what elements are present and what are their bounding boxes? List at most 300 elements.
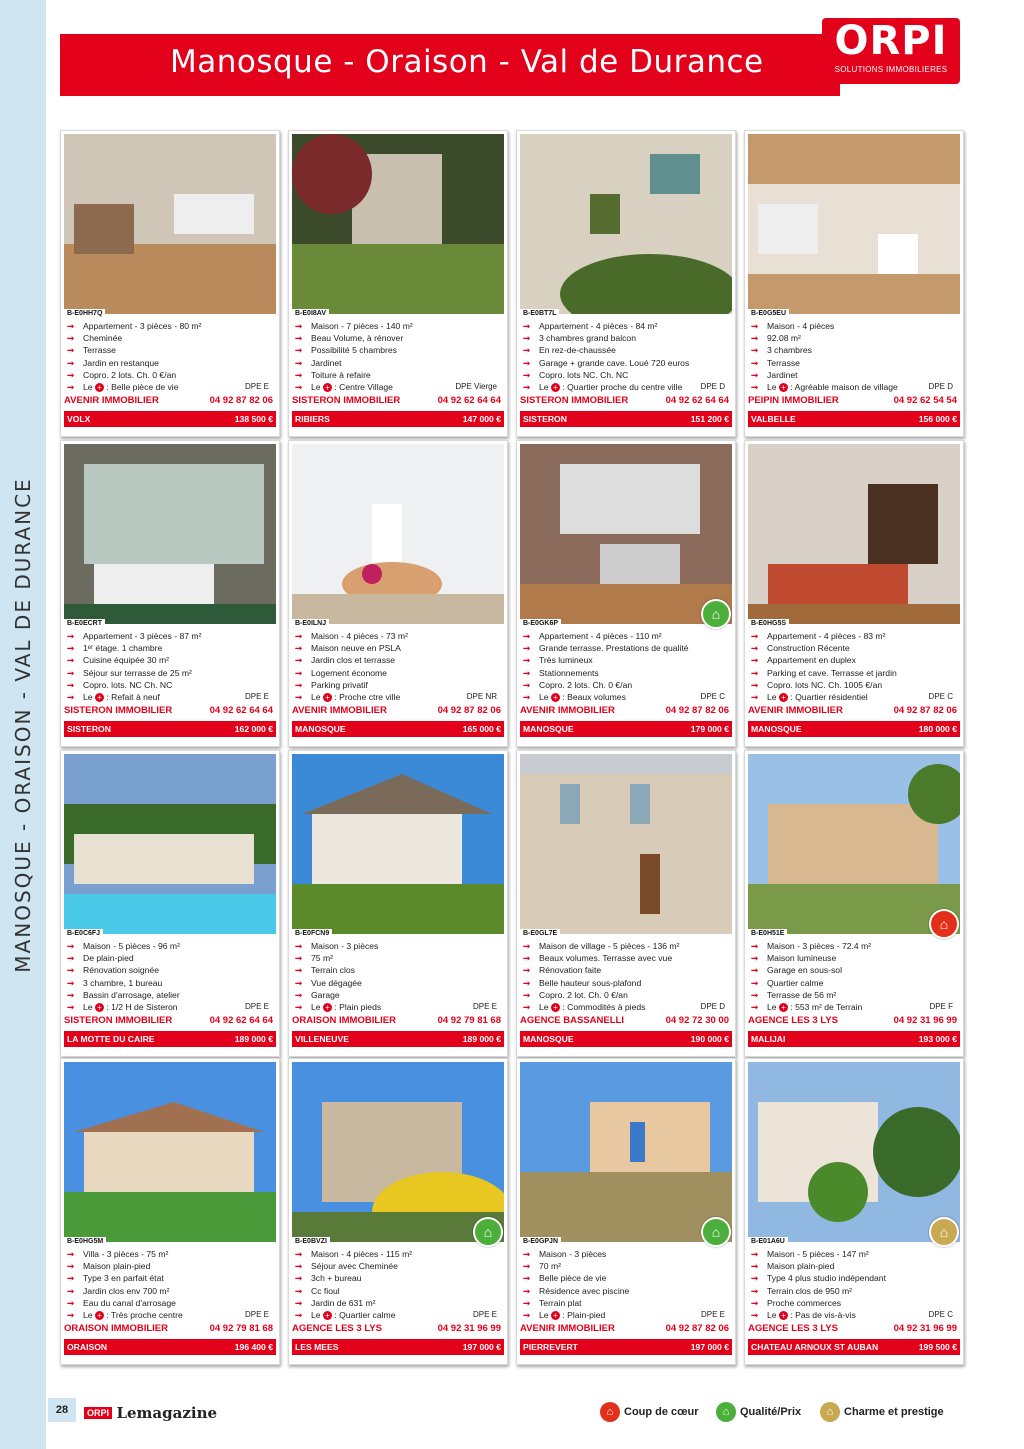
agency-phone: 04 92 62 64 64 [437, 395, 501, 406]
feature-item [751, 989, 957, 1001]
listing-ref: B-E0ILNJ [292, 619, 329, 628]
feature-item [67, 654, 273, 666]
arrow-icon: ➞ [295, 345, 303, 356]
listing-card[interactable] [744, 1058, 964, 1365]
listing-ref: B-E0GL7E [520, 929, 560, 938]
listing-card[interactable] [744, 130, 964, 437]
feature-text: Copro. lots NC. Ch. 1005 €/an [767, 679, 883, 690]
listing-card[interactable] [60, 440, 280, 747]
listing-card[interactable] [744, 440, 964, 747]
le-plus-item: ➞ Le + : Quartier calme DPE E [295, 1310, 497, 1321]
feature-item [751, 1272, 957, 1284]
arrow-icon: ➞ [295, 667, 303, 678]
feature-item [523, 1285, 729, 1297]
house-icon: ⌂ [820, 1402, 840, 1422]
agency-phone: 04 92 62 64 64 [209, 705, 273, 716]
feature-item [523, 630, 729, 642]
arrow-icon: ➞ [751, 357, 759, 368]
listing-card[interactable] [288, 440, 508, 747]
feature-item [295, 1272, 501, 1284]
listing-ref: B-E0BVZI [292, 1237, 330, 1246]
listing-card[interactable] [516, 750, 736, 1057]
listing-price: 196 400 € [234, 1342, 273, 1352]
feature-text: Parking et cave. Terrasse et jardin [767, 667, 897, 678]
feature-item [751, 964, 957, 976]
house-badge-icon: ⌂ [929, 1217, 959, 1247]
agency-line [292, 1015, 504, 1026]
le-plus-text: : Belle pièce de vie [103, 382, 179, 393]
feature-item [751, 952, 957, 964]
feature-item [67, 642, 273, 654]
feature-text: Jardinet [767, 369, 798, 380]
feature-text: Terrain plat [539, 1297, 582, 1308]
listing-photo [292, 134, 504, 314]
agency-name: AGENCE LES 3 LYS [748, 1015, 838, 1026]
listing-ref: B-E0I8AV [292, 309, 329, 318]
le-plus-text: : Quartier calme [331, 1310, 396, 1321]
listing-city: VALBELLE [751, 414, 796, 424]
agency-name: PEIPIN IMMOBILIER [748, 395, 839, 406]
feature-item [295, 654, 501, 666]
listing-card[interactable] [60, 1058, 280, 1365]
feature-text: Maison - 5 pièces - 96 m² [83, 941, 180, 951]
feature-text: Appartement - 4 pièces - 83 m² [767, 631, 886, 641]
arrow-icon: ➞ [295, 382, 303, 393]
plus-icon: + [779, 693, 788, 702]
feature-item [523, 952, 729, 964]
arrow-icon: ➞ [295, 1249, 303, 1259]
feature-text: Villa - 3 pièces - 75 m² [83, 1249, 169, 1259]
feature-item [751, 940, 957, 952]
price-bar [64, 721, 276, 737]
plus-icon: + [779, 1311, 788, 1320]
feature-item [523, 642, 729, 654]
agency-name: AVENIR IMMOBILIER [520, 1323, 615, 1334]
listing-price: 179 000 € [690, 724, 729, 734]
arrow-icon: ➞ [295, 1297, 303, 1308]
dpe-rating: DPE D [928, 382, 953, 392]
feature-item [523, 667, 729, 679]
agency-phone: 04 92 87 82 06 [893, 705, 957, 716]
features-list [751, 320, 957, 393]
arrow-icon: ➞ [523, 1273, 531, 1284]
listing-price: 147 000 € [462, 414, 501, 424]
feature-text: Construction Récente [767, 643, 850, 654]
feature-item [67, 320, 273, 332]
logo-tagline: SOLUTIONS IMMOBILIERES [834, 65, 948, 74]
price-bar [292, 1031, 504, 1047]
legend-label: Qualité/Prix [740, 1405, 802, 1418]
price-bar [292, 411, 504, 427]
arrow-icon: ➞ [523, 643, 531, 654]
arrow-icon: ➞ [523, 655, 531, 666]
feature-item [295, 1248, 501, 1260]
listing-city: VOLX [67, 414, 91, 424]
feature-text: Maison plain-pied [767, 1261, 835, 1272]
listing-photo [292, 754, 504, 934]
listing-city: ORAISON [67, 1342, 108, 1352]
arrow-icon: ➞ [67, 655, 75, 666]
feature-item [67, 332, 273, 344]
magazine-title: Lemagazine [116, 1404, 218, 1422]
feature-item [751, 369, 957, 381]
feature-item [67, 369, 273, 381]
feature-text: Beau Volume, à rénover [311, 333, 404, 344]
feature-text: Jardinet [311, 357, 342, 368]
arrow-icon: ➞ [67, 357, 75, 368]
arrow-icon: ➞ [295, 631, 303, 641]
le-plus-item: ➞ Le + : Quartier résidentiel DPE C [751, 692, 953, 703]
feature-item [295, 679, 501, 691]
feature-text: Copro. 2 lots. Ch. 0 €/an [83, 369, 177, 380]
feature-item [295, 1285, 501, 1297]
listing-price: 193 000 € [918, 1034, 957, 1044]
feature-item [523, 679, 729, 691]
feature-text: Résidence avec piscine [539, 1285, 630, 1296]
feature-item [523, 1248, 729, 1260]
le-plus-text: : Commodités à pieds [559, 1002, 646, 1013]
listing-price: 199 500 € [918, 1342, 957, 1352]
feature-text: En rez-de-chaussée [539, 345, 616, 356]
feature-item [751, 357, 957, 369]
agency-name: AVENIR IMMOBILIER [292, 705, 387, 716]
le-plus-text: : Quartier résidentiel [787, 692, 868, 703]
plus-icon: + [323, 1003, 332, 1012]
arrow-icon: ➞ [67, 977, 75, 988]
feature-text: Maison - 4 pièces [767, 321, 835, 331]
feature-text: Parking privatif [311, 679, 368, 690]
agency-phone: 04 92 62 64 64 [209, 1015, 273, 1026]
arrow-icon: ➞ [523, 382, 531, 393]
le-plus-text: : Quartier proche du centre ville [559, 382, 683, 393]
feature-item [751, 654, 957, 666]
listing-price: 197 000 € [462, 1342, 501, 1352]
agency-name: AGENCE LES 3 LYS [292, 1323, 382, 1334]
le-plus-text: : Très proche centre [103, 1310, 183, 1321]
feature-item [67, 1297, 273, 1309]
listing-city: CHATEAU ARNOUX ST AUBAN [751, 1342, 879, 1352]
feature-item [523, 357, 729, 369]
price-bar [520, 411, 732, 427]
dpe-rating: DPE E [700, 1310, 725, 1320]
feature-text: Appartement en duplex [767, 655, 856, 666]
listing-price: 197 000 € [690, 1342, 729, 1352]
le-plus-text: : Centre Village [331, 382, 393, 393]
feature-text: Grande terrasse. Prestations de qualité [539, 643, 689, 654]
arrow-icon: ➞ [751, 953, 759, 964]
le-plus-text: : Plain pieds [331, 1002, 382, 1013]
feature-text: Terrasse de 56 m² [767, 989, 837, 1000]
feature-item [295, 977, 501, 989]
feature-item [751, 1260, 957, 1272]
feature-text: Jardin clos env 700 m² [83, 1285, 170, 1296]
plus-icon: + [323, 1311, 332, 1320]
arrow-icon: ➞ [523, 1285, 531, 1296]
agency-name: AGENCE LES 3 LYS [748, 1323, 838, 1334]
arrow-icon: ➞ [751, 369, 759, 380]
arrow-icon: ➞ [751, 1310, 759, 1321]
arrow-icon: ➞ [295, 369, 303, 380]
feature-text: Maison lumineuse [767, 953, 837, 964]
dpe-rating: DPE C [700, 692, 725, 702]
listing-card[interactable] [516, 440, 736, 747]
feature-text: Jardin de 631 m² [311, 1297, 376, 1308]
feature-item [523, 654, 729, 666]
house-badge-icon: ⌂ [701, 1217, 731, 1247]
le-plus-text: : Refait à neuf [103, 692, 160, 703]
feature-text: Maison - 4 pièces - 115 m² [311, 1249, 413, 1259]
feature-text: Cuisine équipée 30 m² [83, 655, 169, 666]
arrow-icon: ➞ [523, 369, 531, 380]
feature-text: Terrasse [767, 357, 800, 368]
side-band [0, 0, 46, 1449]
arrow-icon: ➞ [67, 631, 75, 641]
feature-text: Logement économe [311, 667, 387, 678]
listing-city: VILLENEUVE [295, 1034, 349, 1044]
agency-line [64, 1323, 276, 1334]
agency-phone: 04 92 87 82 06 [665, 1323, 729, 1334]
listing-card[interactable] [288, 1058, 508, 1365]
price-bar [520, 1339, 732, 1355]
arrow-icon: ➞ [751, 692, 759, 703]
feature-item [295, 332, 501, 344]
feature-text: Maison plain-pied [83, 1261, 151, 1272]
listing-photo [520, 1062, 732, 1242]
feature-text: Copro. 2 lots. Ch. 0 €/an [539, 679, 633, 690]
arrow-icon: ➞ [295, 692, 303, 703]
listing-city: MANOSQUE [295, 724, 346, 734]
feature-item [295, 642, 501, 654]
side-title: MANOSQUE - ORAISON - VAL DE DURANCE [11, 477, 35, 973]
le-plus-item: ➞ Le + : Agréable maison de village DPE D [751, 382, 953, 393]
agency-line [520, 705, 732, 716]
agency-phone: 04 92 31 96 99 [893, 1323, 957, 1334]
dpe-rating: DPE F [929, 1002, 953, 1012]
le-plus-item: ➞ Le + : Beaux volumes DPE C [523, 692, 725, 703]
listing-price: 156 000 € [918, 414, 957, 424]
listing-card[interactable] [288, 750, 508, 1057]
arrow-icon: ➞ [523, 941, 531, 951]
feature-item [295, 1297, 501, 1309]
le-plus-text: : 553 m² de Terrain [787, 1002, 863, 1013]
listing-city: MANOSQUE [751, 724, 802, 734]
listing-price: 138 500 € [234, 414, 273, 424]
listing-price: 151 200 € [690, 414, 729, 424]
feature-item [523, 1272, 729, 1284]
arrow-icon: ➞ [67, 333, 75, 344]
price-bar [748, 1339, 960, 1355]
feature-text: Type 3 en parfait état [83, 1273, 164, 1284]
features-list [523, 630, 729, 703]
plus-icon: + [551, 1003, 560, 1012]
feature-text: Belle pièce de vie [539, 1273, 607, 1284]
arrow-icon: ➞ [751, 667, 759, 678]
arrow-icon: ➞ [67, 382, 75, 393]
le-plus-text: : Beaux volumes [559, 692, 626, 703]
listing-ref: B-E0HG5M [64, 1237, 106, 1246]
arrow-icon: ➞ [751, 965, 759, 976]
legend-charme-prestige [820, 1402, 944, 1422]
agency-name: SISTERON IMMOBILIER [292, 395, 401, 406]
feature-text: Type 4 plus studio indépendant [767, 1273, 886, 1284]
arrow-icon: ➞ [67, 643, 75, 654]
arrow-icon: ➞ [751, 345, 759, 356]
arrow-icon: ➞ [523, 692, 531, 703]
arrow-icon: ➞ [295, 1273, 303, 1284]
agency-phone: 04 92 87 82 06 [665, 705, 729, 716]
feature-text: Copro. lots. NC Ch. NC [83, 679, 173, 690]
agency-line [748, 1015, 960, 1026]
listing-photo [520, 444, 732, 624]
listing-city: LES MEES [295, 1342, 339, 1352]
agency-line [292, 395, 504, 406]
arrow-icon: ➞ [295, 977, 303, 988]
feature-item [67, 357, 273, 369]
feature-text: Belle hauteur sous-plafond [539, 977, 642, 988]
listing-card[interactable] [744, 750, 964, 1057]
agency-line [520, 1323, 732, 1334]
feature-text: 70 m² [539, 1261, 561, 1272]
arrow-icon: ➞ [295, 357, 303, 368]
price-bar [292, 1339, 504, 1355]
listing-photo [748, 134, 960, 314]
le-plus-text: : 1/2 H de Sisteron [103, 1002, 178, 1013]
listing-city: MANOSQUE [523, 1034, 574, 1044]
plus-icon: + [95, 1003, 104, 1012]
arrow-icon: ➞ [523, 1297, 531, 1308]
features-list [67, 940, 273, 1013]
house-badge-icon: ⌂ [929, 909, 959, 939]
features-list [751, 630, 957, 703]
arrow-icon: ➞ [67, 692, 75, 703]
listing-card[interactable] [288, 130, 508, 437]
agency-phone: 04 92 87 82 06 [437, 705, 501, 716]
agency-line [292, 705, 504, 716]
agency-name: SISTERON IMMOBILIER [520, 395, 629, 406]
logo-name: ORPI [834, 18, 948, 64]
listing-ref: B-E0GPJN [520, 1237, 561, 1246]
price-bar [748, 1031, 960, 1047]
feature-text: Garage [311, 989, 340, 1000]
feature-item [751, 1297, 957, 1309]
legend-qualite-prix [716, 1402, 801, 1422]
arrow-icon: ➞ [523, 953, 531, 964]
le-plus-text: : Pas de vis-à-vis [787, 1310, 856, 1321]
plus-icon: + [323, 383, 332, 392]
feature-text: Beaux volumes. Terrasse avec vue [539, 953, 673, 964]
magazine-logo: ORPI [84, 1407, 112, 1419]
feature-text: De plain-pied [83, 953, 134, 964]
feature-item [67, 679, 273, 691]
feature-text: 3 chambres grand balcon [539, 333, 636, 344]
agency-phone: 04 92 79 81 68 [437, 1015, 501, 1026]
feature-text: Proche commerces [767, 1297, 842, 1308]
arrow-icon: ➞ [523, 631, 531, 641]
arrow-icon: ➞ [523, 333, 531, 344]
plus-icon: + [95, 383, 104, 392]
feature-text: 3ch + bureau [311, 1273, 362, 1284]
dpe-rating: DPE D [700, 382, 725, 392]
arrow-icon: ➞ [751, 1273, 759, 1284]
arrow-icon: ➞ [523, 357, 531, 368]
listing-ref: B-E0BT7L [520, 309, 559, 318]
arrow-icon: ➞ [751, 631, 759, 641]
listing-photo [64, 134, 276, 314]
feature-item [751, 630, 957, 642]
price-bar [748, 721, 960, 737]
feature-item [295, 667, 501, 679]
feature-item [295, 964, 501, 976]
feature-item [67, 667, 273, 679]
house-badge-icon: ⌂ [701, 599, 731, 629]
listing-photo [748, 1062, 960, 1242]
agency-line [748, 395, 960, 406]
arrow-icon: ➞ [67, 965, 75, 976]
dpe-rating: DPE C [928, 692, 953, 702]
legend-coup-de-coeur [600, 1402, 699, 1422]
arrow-icon: ➞ [751, 1285, 759, 1296]
arrow-icon: ➞ [295, 965, 303, 976]
listing-city: LA MOTTE DU CAIRE [67, 1034, 155, 1044]
arrow-icon: ➞ [295, 655, 303, 666]
feature-text: 3 chambre, 1 bureau [83, 977, 163, 988]
listing-card[interactable] [516, 1058, 736, 1365]
feature-text: Vue dégagée [311, 977, 362, 988]
agency-line [520, 395, 732, 406]
listing-ref: B-E0FCN9 [292, 929, 332, 938]
feature-item [523, 320, 729, 332]
le-plus-item: ➞ Le + : Centre Village DPE Vierge [295, 382, 497, 393]
legend-label: Coup de cœur [624, 1405, 699, 1418]
agency-phone: 04 92 31 96 99 [437, 1323, 501, 1334]
feature-text: Garage + grande cave. Loué 720 euros [539, 357, 690, 368]
agency-name: ORAISON IMMOBILIER [64, 1323, 168, 1334]
listing-card[interactable] [516, 130, 736, 437]
feature-text: 1ᵉʳ étage. 1 chambre [83, 643, 163, 654]
feature-text: Terrain clos [311, 965, 355, 976]
feature-item [295, 952, 501, 964]
feature-text: Maison - 3 pièces - 72.4 m² [767, 941, 872, 951]
page-number: 28 [48, 1398, 76, 1422]
orpi-logo [822, 18, 960, 84]
listing-price: 165 000 € [462, 724, 501, 734]
dpe-rating: DPE Vierge [455, 382, 497, 392]
plus-icon: + [95, 1311, 104, 1320]
le-plus-text: : Plain-pied [559, 1310, 606, 1321]
arrow-icon: ➞ [751, 333, 759, 344]
features-list [295, 940, 501, 1013]
house-badge-icon: ⌂ [473, 1217, 503, 1247]
le-plus-item: ➞ Le + : Pas de vis-à-vis DPE C [751, 1310, 953, 1321]
feature-text: Séjour avec Cheminée [311, 1261, 398, 1272]
agency-phone: 04 92 87 82 06 [209, 395, 273, 406]
listing-card[interactable] [60, 130, 280, 437]
arrow-icon: ➞ [751, 1261, 759, 1272]
arrow-icon: ➞ [67, 345, 75, 356]
feature-item [67, 940, 273, 952]
arrow-icon: ➞ [751, 643, 759, 654]
listing-photo [520, 134, 732, 314]
agency-name: SISTERON IMMOBILIER [64, 1015, 173, 1026]
feature-text: Jardin en restanque [83, 357, 159, 368]
le-plus-item: ➞ Le + : Plain pieds DPE E [295, 1002, 497, 1013]
listing-card[interactable] [60, 750, 280, 1057]
listing-price: 162 000 € [234, 724, 273, 734]
listing-ref: B-E0ECRT [64, 619, 105, 628]
dpe-rating: DPE E [244, 382, 269, 392]
agency-line [64, 1015, 276, 1026]
feature-text: Maison - 7 pièces - 140 m² [311, 321, 413, 331]
